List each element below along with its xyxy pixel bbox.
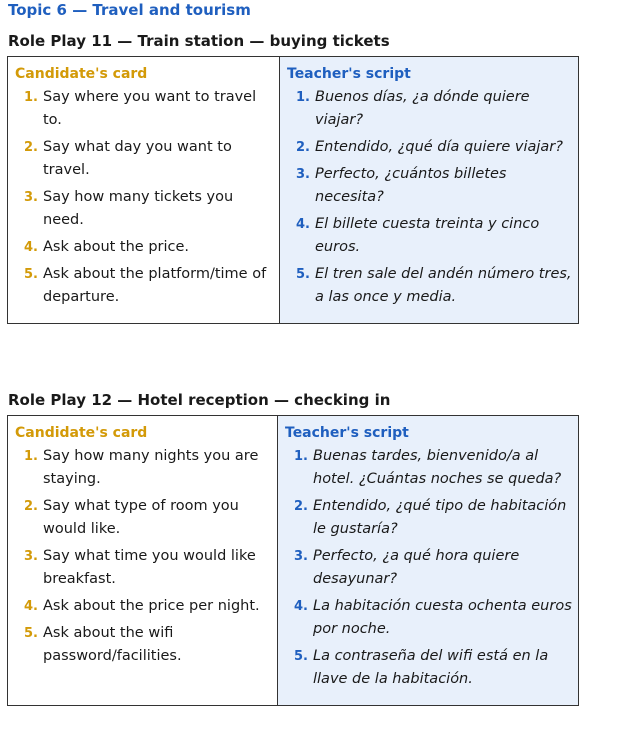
- list-item: [287, 86, 572, 132]
- teacher-script-heading: Teacher's script: [287, 66, 411, 82]
- item-number: 5.: [294, 649, 308, 664]
- item-text: La habitación cuesta ochenta euros por noche.: [313, 598, 572, 637]
- item-text: El tren sale del andén número tres, a las once y media.: [315, 266, 572, 305]
- item-number: 1.: [294, 449, 308, 464]
- item-number: 2.: [24, 499, 38, 514]
- item-text: Say where you want to travel to.: [43, 89, 257, 128]
- item-text: Buenas tardes, bienvenido/a al hotel. ¿Cuántas noches se queda?: [313, 448, 562, 487]
- item-number: 3.: [294, 549, 308, 564]
- list-item: [287, 213, 572, 259]
- item-number: 2.: [24, 140, 38, 155]
- item-number: 3.: [24, 190, 38, 205]
- teacher-list: [285, 445, 572, 691]
- list-item: [285, 495, 572, 541]
- item-text: La contraseña del wifi está en la llave de la habitación.: [313, 648, 549, 687]
- list-item: [287, 263, 572, 309]
- candidate-card-heading: Candidate's card: [15, 425, 148, 441]
- item-number: 4.: [294, 599, 308, 614]
- item-text: Ask about the price per night.: [43, 598, 260, 614]
- item-number: 5.: [24, 626, 38, 641]
- candidate-list: [15, 445, 271, 668]
- list-item: [287, 163, 572, 209]
- list-item: [287, 136, 572, 159]
- item-text: Say what time you would like breakfast.: [43, 548, 256, 587]
- item-text: Buenos días, ¿a dónde quiere viajar?: [315, 89, 530, 128]
- teacher-list: [287, 86, 572, 309]
- item-number: 1.: [296, 90, 310, 105]
- candidate-list: [15, 86, 273, 309]
- item-text: Say how many nights you are staying.: [43, 448, 259, 487]
- item-number: 4.: [296, 217, 310, 232]
- item-text: Perfecto, ¿cuántos billetes necesita?: [315, 166, 507, 205]
- item-text: Entendido, ¿qué tipo de habitación le gustaría?: [313, 498, 567, 537]
- list-item: [15, 495, 271, 541]
- list-item: [15, 263, 273, 309]
- role-play-12-title: Role Play 12 — Hotel reception — checking in: [8, 391, 391, 409]
- item-number: 1.: [24, 90, 38, 105]
- item-text: Ask about the price.: [43, 239, 190, 255]
- list-item: [15, 186, 273, 232]
- item-text: Say how many tickets you need.: [43, 189, 234, 228]
- role-play-12-card: [7, 415, 579, 706]
- list-item: [15, 445, 271, 491]
- teacher-script-column: [278, 416, 578, 705]
- candidate-card-column: [8, 416, 278, 705]
- teacher-script-column: [280, 57, 578, 323]
- list-item: [15, 136, 273, 182]
- item-text: Say what type of room you would like.: [43, 498, 239, 537]
- list-item: [285, 445, 572, 491]
- item-number: 5.: [296, 267, 310, 282]
- teacher-script-heading: Teacher's script: [285, 425, 409, 441]
- role-play-11-title: Role Play 11 — Train station — buying tickets: [8, 32, 390, 50]
- list-item: [15, 595, 271, 618]
- item-text: Perfecto, ¿a qué hora quiere desayunar?: [313, 548, 520, 587]
- item-number: 5.: [24, 267, 38, 282]
- list-item: [15, 86, 273, 132]
- list-item: [15, 622, 271, 668]
- item-number: 1.: [24, 449, 38, 464]
- item-text: Ask about the platform/time of departure.: [43, 266, 267, 305]
- list-item: [15, 236, 273, 259]
- list-item: [285, 595, 572, 641]
- item-number: 2.: [296, 140, 310, 155]
- item-number: 4.: [24, 240, 38, 255]
- candidate-card-column: [8, 57, 280, 323]
- item-text: Ask about the wifi password/facilities.: [43, 625, 182, 664]
- item-number: 4.: [24, 599, 38, 614]
- list-item: [285, 545, 572, 591]
- item-number: 3.: [24, 549, 38, 564]
- item-text: Entendido, ¿qué día quiere viajar?: [315, 139, 563, 155]
- item-text: Say what day you want to travel.: [43, 139, 232, 178]
- item-text: El billete cuesta treinta y cinco euros.: [315, 216, 540, 255]
- item-number: 2.: [294, 499, 308, 514]
- role-play-11-card: [7, 56, 579, 324]
- list-item: [285, 645, 572, 691]
- topic-title: Topic 6 — Travel and tourism: [8, 1, 251, 19]
- item-number: 3.: [296, 167, 310, 182]
- candidate-card-heading: Candidate's card: [15, 66, 148, 82]
- list-item: [15, 545, 271, 591]
